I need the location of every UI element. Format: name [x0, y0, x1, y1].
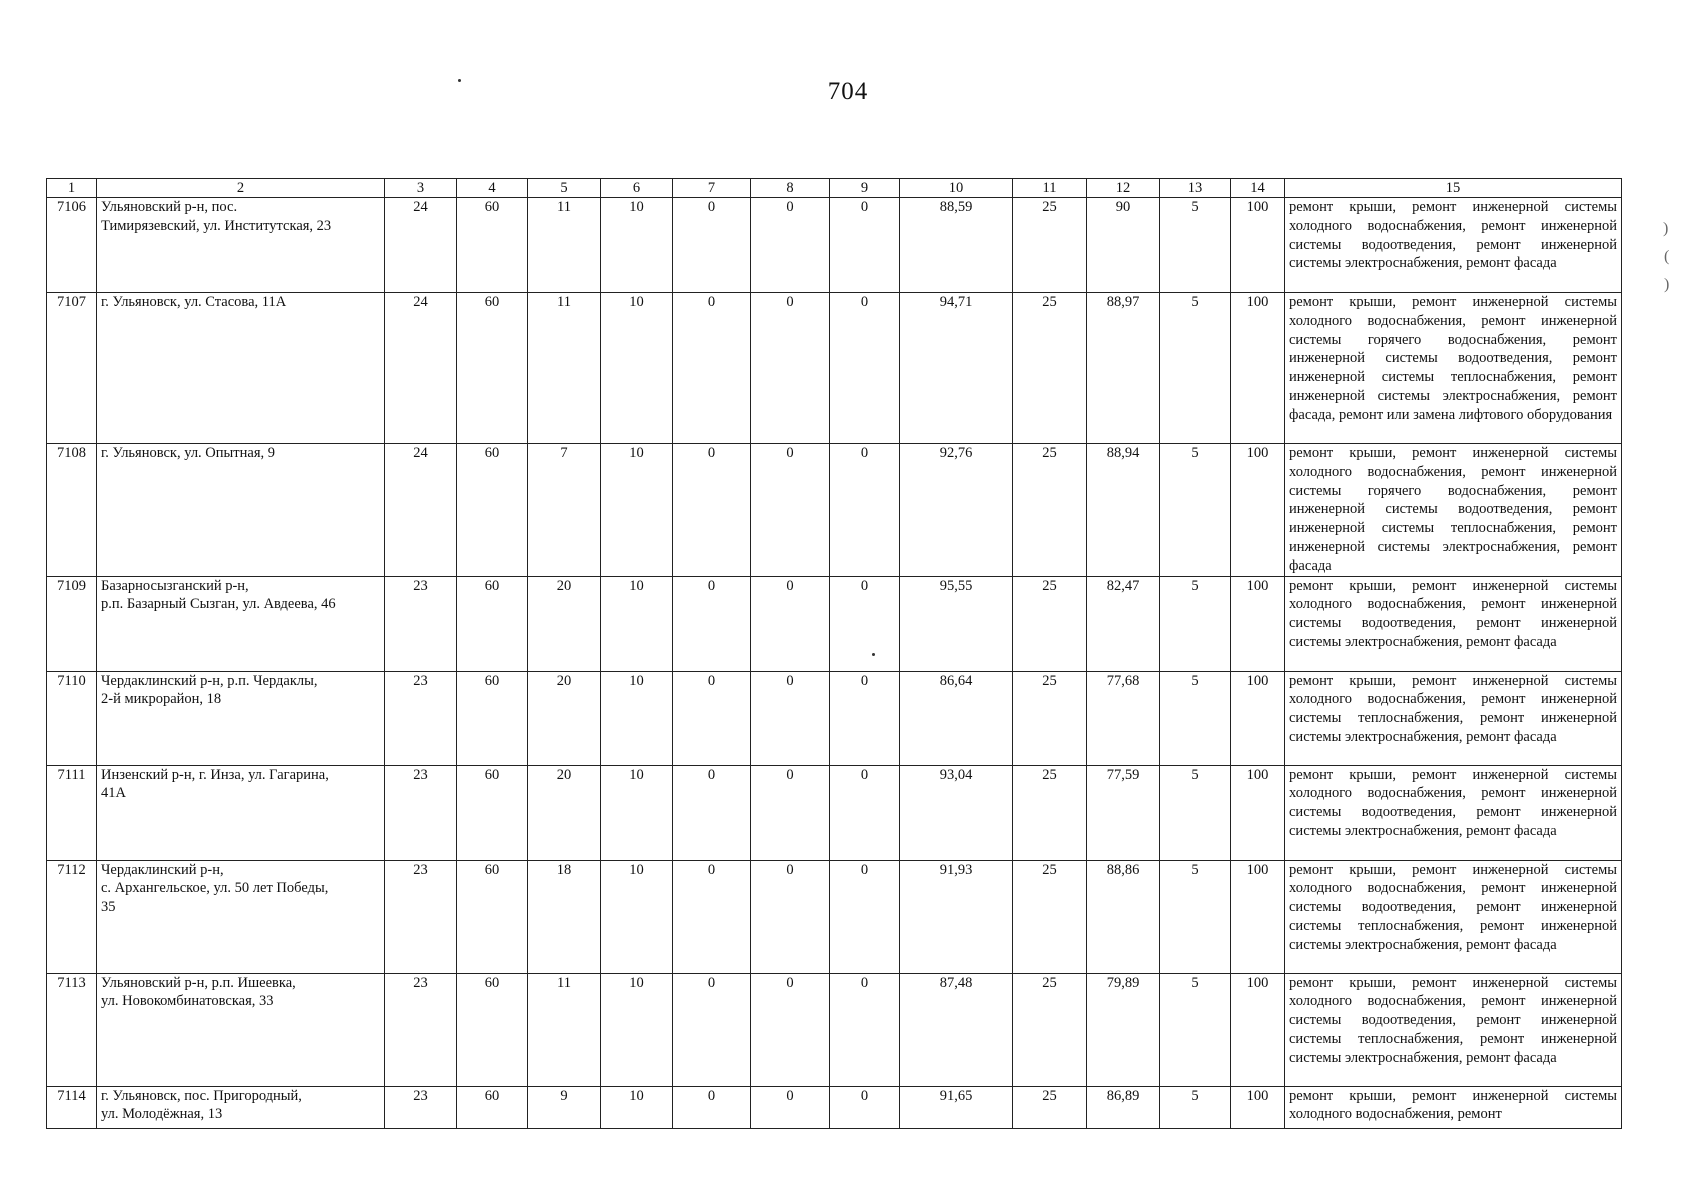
value-col-13: 5 [1160, 444, 1231, 577]
column-header-5: 5 [528, 179, 601, 198]
value-col-13: 5 [1160, 293, 1231, 444]
margin-mark: ) [1663, 220, 1669, 237]
value-col-8: 0 [751, 765, 830, 860]
repair-works-cell: ремонт крыши, ремонт инженерной системы холодного водоснабжения, ремонт инженерной системы горячего водоснабжения, ремонт инженерной системы водоотведения, ремонт инженерной системы теплоснабжения, ремонт инженерной системы электроснабжения, ремонт фасада, ремонт или замена лифтового оборудования [1285, 293, 1622, 444]
value-col-9: 0 [830, 765, 900, 860]
value-col-7: 0 [673, 576, 751, 671]
value-col-14: 100 [1231, 576, 1285, 671]
address-cell [97, 444, 385, 577]
value-col-6: 10 [601, 198, 673, 293]
table-row [47, 973, 1622, 1086]
value-col-11: 25 [1013, 860, 1087, 973]
column-header-14: 14 [1231, 179, 1285, 198]
row-number: 7109 [47, 576, 97, 671]
value-col-4: 60 [457, 765, 528, 860]
column-header-3: 3 [385, 179, 457, 198]
value-col-7: 0 [673, 1086, 751, 1128]
value-col-6: 10 [601, 860, 673, 973]
value-col-9: 0 [830, 860, 900, 973]
value-col-9: 0 [830, 1086, 900, 1128]
value-col-14: 100 [1231, 765, 1285, 860]
table-header [47, 179, 1622, 198]
value-col-12: 90 [1087, 198, 1160, 293]
value-col-13: 5 [1160, 1086, 1231, 1128]
row-number: 7112 [47, 860, 97, 973]
repair-works-cell: ремонт крыши, ремонт инженерной системы холодного водоснабжения, ремонт инженерной системы водоотведения, ремонт инженерной системы электроснабжения, ремонт фасада [1285, 576, 1622, 671]
address-cell [97, 860, 385, 973]
address-line: Ульяновский р-н, р.п. Ишеевка, [101, 974, 296, 991]
address-line: ул. Новокомбинатовская, 33 [101, 993, 274, 1010]
value-col-4: 60 [457, 860, 528, 973]
value-col-13: 5 [1160, 973, 1231, 1086]
value-col-5: 9 [528, 1086, 601, 1128]
address-line: р.п. Базарный Сызган, ул. Авдеева, 46 [101, 596, 336, 613]
value-col-9: 0 [830, 973, 900, 1086]
address-line: с. Архангельское, ул. 50 лет Победы, [101, 880, 329, 897]
value-col-12: 86,89 [1087, 1086, 1160, 1128]
value-col-7: 0 [673, 444, 751, 577]
address-line: г. Ульяновск, ул. Опытная, 9 [101, 445, 275, 461]
value-col-7: 0 [673, 860, 751, 973]
value-col-11: 25 [1013, 1086, 1087, 1128]
value-col-3: 24 [385, 293, 457, 444]
value-col-12: 77,59 [1087, 765, 1160, 860]
value-col-10: 93,04 [900, 765, 1013, 860]
address-line: ул. Молодёжная, 13 [101, 1106, 223, 1123]
address-cell [97, 973, 385, 1086]
value-col-14: 100 [1231, 671, 1285, 765]
value-col-14: 100 [1231, 973, 1285, 1086]
address-line: Инзенский р-н, г. Инза, ул. Гагарина, [101, 766, 329, 783]
scan-speck [872, 653, 875, 656]
value-col-6: 10 [601, 576, 673, 671]
value-col-5: 18 [528, 860, 601, 973]
row-number: 7113 [47, 973, 97, 1086]
value-col-5: 11 [528, 973, 601, 1086]
value-col-7: 0 [673, 765, 751, 860]
table-body [47, 198, 1622, 1129]
value-col-4: 60 [457, 973, 528, 1086]
column-header-11: 11 [1013, 179, 1087, 198]
value-col-6: 10 [601, 973, 673, 1086]
header-row [47, 179, 1622, 198]
repair-works-cell: ремонт крыши, ремонт инженерной системы холодного водоснабжения, ремонт [1285, 1086, 1622, 1128]
table-row [47, 1086, 1622, 1128]
value-col-10: 91,93 [900, 860, 1013, 973]
address-cell [97, 576, 385, 671]
value-col-14: 100 [1231, 1086, 1285, 1128]
value-col-5: 20 [528, 576, 601, 671]
value-col-13: 5 [1160, 860, 1231, 973]
value-col-9: 0 [830, 671, 900, 765]
value-col-11: 25 [1013, 293, 1087, 444]
address-line: г. Ульяновск, ул. Стасова, 11А [101, 294, 287, 310]
value-col-14: 100 [1231, 198, 1285, 293]
row-number: 7110 [47, 671, 97, 765]
value-col-8: 0 [751, 1086, 830, 1128]
value-col-11: 25 [1013, 198, 1087, 293]
value-col-7: 0 [673, 293, 751, 444]
value-col-14: 100 [1231, 444, 1285, 577]
table-row [47, 671, 1622, 765]
margin-mark: ) [1664, 276, 1670, 293]
row-number: 7114 [47, 1086, 97, 1128]
value-col-13: 5 [1160, 671, 1231, 765]
value-col-13: 5 [1160, 576, 1231, 671]
value-col-5: 11 [528, 198, 601, 293]
row-number: 7111 [47, 765, 97, 860]
value-col-4: 60 [457, 444, 528, 577]
value-col-11: 25 [1013, 765, 1087, 860]
value-col-5: 7 [528, 444, 601, 577]
column-header-7: 7 [673, 179, 751, 198]
value-col-5: 20 [528, 671, 601, 765]
value-col-11: 25 [1013, 444, 1087, 577]
table-row [47, 860, 1622, 973]
value-col-11: 25 [1013, 973, 1087, 1086]
value-col-3: 24 [385, 444, 457, 577]
value-col-6: 10 [601, 765, 673, 860]
value-col-8: 0 [751, 671, 830, 765]
value-col-5: 20 [528, 765, 601, 860]
column-header-13: 13 [1160, 179, 1231, 198]
value-col-12: 77,68 [1087, 671, 1160, 765]
value-col-7: 0 [673, 198, 751, 293]
row-number: 7106 [47, 198, 97, 293]
capital-repair-table [46, 178, 1622, 1129]
address-line: 35 [101, 899, 116, 916]
value-col-14: 100 [1231, 293, 1285, 444]
row-number: 7108 [47, 444, 97, 577]
table-row [47, 198, 1622, 293]
value-col-4: 60 [457, 198, 528, 293]
address-line: 41А [101, 785, 126, 802]
value-col-6: 10 [601, 671, 673, 765]
column-header-9: 9 [830, 179, 900, 198]
value-col-3: 23 [385, 1086, 457, 1128]
column-header-4: 4 [457, 179, 528, 198]
value-col-9: 0 [830, 198, 900, 293]
value-col-8: 0 [751, 576, 830, 671]
value-col-8: 0 [751, 198, 830, 293]
scan-speck [458, 79, 461, 82]
value-col-9: 0 [830, 444, 900, 577]
value-col-10: 91,65 [900, 1086, 1013, 1128]
value-col-5: 11 [528, 293, 601, 444]
value-col-9: 0 [830, 293, 900, 444]
table-row [47, 576, 1622, 671]
address-line: Ульяновский р-н, пос. [101, 199, 238, 215]
value-col-8: 0 [751, 444, 830, 577]
value-col-10: 95,55 [900, 576, 1013, 671]
value-col-4: 60 [457, 1086, 528, 1128]
value-col-6: 10 [601, 293, 673, 444]
value-col-10: 86,64 [900, 671, 1013, 765]
value-col-12: 88,97 [1087, 293, 1160, 444]
column-header-8: 8 [751, 179, 830, 198]
address-cell [97, 765, 385, 860]
column-header-15: 15 [1285, 179, 1622, 198]
address-cell [97, 671, 385, 765]
value-col-3: 23 [385, 671, 457, 765]
repair-works-cell: ремонт крыши, ремонт инженерной системы холодного водоснабжения, ремонт инженерной системы горячего водоснабжения, ремонт инженерной системы водоотведения, ремонт инженерной системы теплоснабжения, ремонт инженерной системы электроснабжения, ремонт фасада [1285, 444, 1622, 577]
address-line: 2-й микрорайон, 18 [101, 691, 222, 708]
value-col-3: 23 [385, 973, 457, 1086]
address-line: Чердаклинский р-н, р.п. Чердаклы, [101, 672, 318, 689]
address-line: Тимирязевский, ул. Институтская, 23 [101, 217, 332, 234]
column-header-2: 2 [97, 179, 385, 198]
repair-works-cell: ремонт крыши, ремонт инженерной системы холодного водоснабжения, ремонт инженерной системы водоотведения, ремонт инженерной системы электроснабжения, ремонт фасада [1285, 765, 1622, 860]
value-col-4: 60 [457, 576, 528, 671]
value-col-12: 79,89 [1087, 973, 1160, 1086]
address-cell [97, 293, 385, 444]
table-row [47, 765, 1622, 860]
value-col-10: 87,48 [900, 973, 1013, 1086]
address-line: г. Ульяновск, пос. Пригородный, [101, 1087, 302, 1104]
value-col-12: 82,47 [1087, 576, 1160, 671]
value-col-3: 23 [385, 860, 457, 973]
value-col-4: 60 [457, 293, 528, 444]
value-col-3: 23 [385, 576, 457, 671]
address-line: Базарносызганский р-н, [101, 577, 249, 594]
repair-works-cell: ремонт крыши, ремонт инженерной системы холодного водоснабжения, ремонт инженерной системы теплоснабжения, ремонт инженерной системы электроснабжения, ремонт фасада [1285, 671, 1622, 765]
column-header-12: 12 [1087, 179, 1160, 198]
value-col-13: 5 [1160, 765, 1231, 860]
value-col-3: 24 [385, 198, 457, 293]
value-col-11: 25 [1013, 671, 1087, 765]
address-line: Чердаклинский р-н, [101, 861, 224, 878]
value-col-9: 0 [830, 576, 900, 671]
column-header-1: 1 [47, 179, 97, 198]
page-number: 704 [827, 78, 869, 105]
value-col-8: 0 [751, 860, 830, 973]
table-row [47, 444, 1622, 577]
value-col-10: 92,76 [900, 444, 1013, 577]
value-col-4: 60 [457, 671, 528, 765]
value-col-6: 10 [601, 444, 673, 577]
table-row [47, 293, 1622, 444]
value-col-14: 100 [1231, 860, 1285, 973]
value-col-13: 5 [1160, 198, 1231, 293]
value-col-7: 0 [673, 973, 751, 1086]
value-col-11: 25 [1013, 576, 1087, 671]
value-col-10: 88,59 [900, 198, 1013, 293]
value-col-12: 88,86 [1087, 860, 1160, 973]
value-col-12: 88,94 [1087, 444, 1160, 577]
repair-works-cell: ремонт крыши, ремонт инженерной системы холодного водоснабжения, ремонт инженерной системы водоотведения, ремонт инженерной системы теплоснабжения, ремонт инженерной системы электроснабжения, ремонт фасада [1285, 860, 1622, 973]
repair-works-cell: ремонт крыши, ремонт инженерной системы холодного водоснабжения, ремонт инженерной системы водоотведения, ремонт инженерной системы электроснабжения, ремонт фасада [1285, 198, 1622, 293]
address-cell [97, 198, 385, 293]
column-header-6: 6 [601, 179, 673, 198]
row-number: 7107 [47, 293, 97, 444]
repair-works-cell: ремонт крыши, ремонт инженерной системы холодного водоснабжения, ремонт инженерной системы водоотведения, ремонт инженерной системы теплоснабжения, ремонт инженерной системы электроснабжения, ремонт фасада [1285, 973, 1622, 1086]
value-col-3: 23 [385, 765, 457, 860]
value-col-8: 0 [751, 973, 830, 1086]
address-cell [97, 1086, 385, 1128]
column-header-10: 10 [900, 179, 1013, 198]
value-col-8: 0 [751, 293, 830, 444]
value-col-6: 10 [601, 1086, 673, 1128]
margin-mark: ( [1664, 248, 1670, 265]
value-col-10: 94,71 [900, 293, 1013, 444]
value-col-7: 0 [673, 671, 751, 765]
